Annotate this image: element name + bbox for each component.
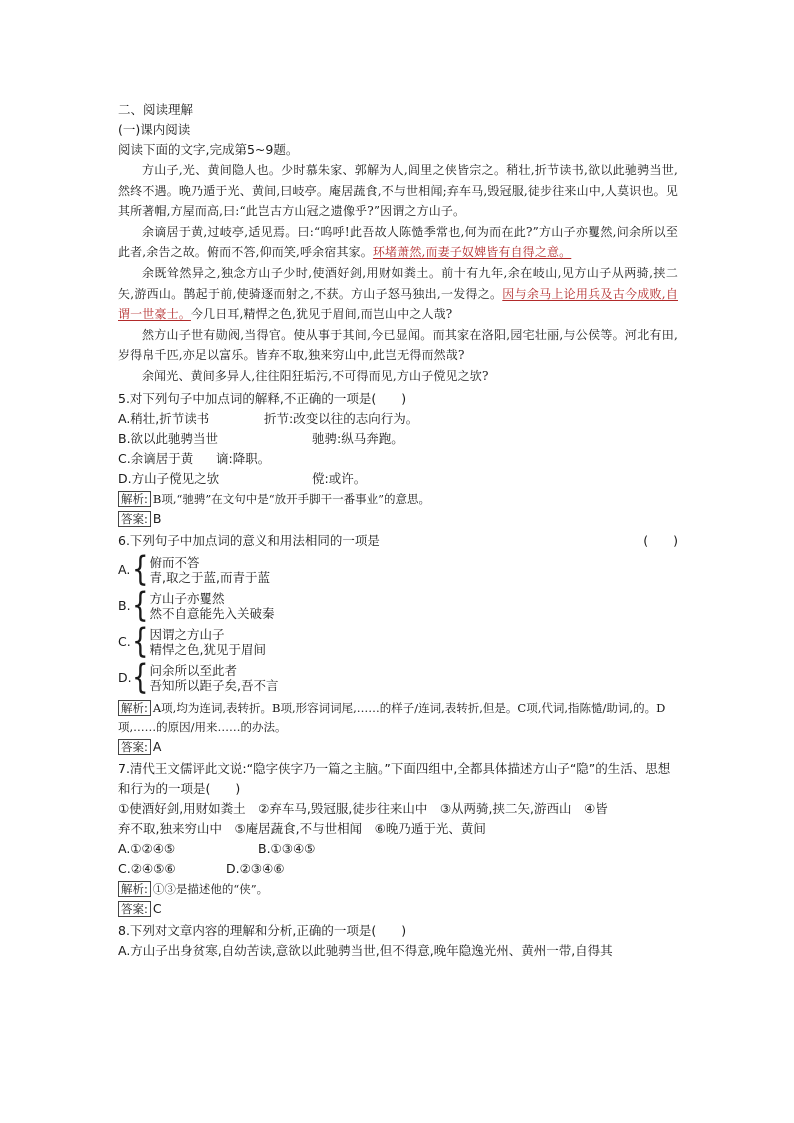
answer-tag: 答案:	[118, 901, 151, 917]
q5-analysis	[118, 489, 678, 509]
q7-items-line-1: ①使酒好剑,用财如粪土 ②弃车马,毁冠服,徒步往来山中 ③从两骑,挟二矢,游西山 ④皆	[118, 800, 608, 816]
passage-paragraph-4: 然方山子世有勋阀,当得官。使从事于其间,今已显闻。而其家在洛阳,园宅壮丽,与公侯等。河北有田,岁得帛千匹,亦足以富乐。皆弃不取,独来穷山中,此岂无得而然哉?	[118, 327, 678, 363]
q6-option-a	[118, 550, 678, 590]
q6-option-d-label: D.	[118, 670, 132, 686]
q7-option-c: C.②④⑤⑥	[118, 860, 176, 876]
brace-icon: {	[132, 586, 149, 626]
passage-p3-tail: 今几日耳,精悍之色,犹见于眉间,而岂山中之人哉?	[190, 307, 453, 322]
highlighted-sentence-1: 环堵萧然,而妻子奴婢皆有自得之意。	[372, 245, 572, 260]
q5-option-a-note: 折节:改变以往的志向行为。	[264, 410, 419, 426]
q5-option-d	[118, 469, 678, 489]
q5-option-a	[118, 409, 678, 429]
q5-answer	[118, 509, 678, 529]
q5-option-c-note: 谪:降职。	[216, 450, 271, 466]
q5-analysis-text: B项,“驰骋”在文句中是“放开手脚干一番事业”的意思。	[152, 491, 430, 506]
q6-option-d-line2: 吾知所以距子矣,吾不言	[149, 677, 279, 693]
passage-paragraph-3	[118, 263, 678, 325]
question-8-stem: 8.下列对文章内容的理解和分析,正确的一项是( )	[118, 922, 407, 938]
q5-option-d-note: 傥:或许。	[312, 470, 367, 486]
q6-option-b-line2: 然不自意能先入关破秦	[149, 605, 275, 621]
q5-option-c	[118, 449, 678, 469]
q6-option-d-line1: 问余所以至此者	[149, 662, 238, 678]
q6-analysis	[118, 699, 678, 737]
q6-bracket: ( )	[643, 532, 678, 548]
q5-option-a-text: A.稍壮,折节读书	[118, 410, 210, 426]
q7-items-line-2: 弃不取,独来穷山中 ⑤庵居蔬食,不与世相闻 ⑥晚乃遁于光、黄间	[118, 820, 486, 836]
q7-analysis-text: ①③是描述他的“侠”。	[152, 881, 269, 896]
section-title: 二、阅读理解	[118, 102, 194, 117]
q7-analysis	[118, 879, 678, 899]
passage-p2-text: 余谪居于黄,过岐亭,适见焉。曰:“呜呼!此吾故人陈慥季常也,何为而在此?”方山子亦矍然,问余所以至此者,余告之故。俯而不答,仰而笑,呼余宿其家。	[118, 224, 678, 260]
passage	[118, 160, 678, 387]
q7-option-b: B.①③④⑤	[258, 840, 316, 856]
q6-option-c-line1: 因谓之方山子	[149, 626, 225, 642]
subsection-title: (一)课内阅读	[118, 122, 191, 137]
q6-option-a-line2: 青,取之于蓝,而青于蓝	[149, 569, 270, 585]
analysis-tag: 解析:	[118, 700, 151, 716]
highlighted-sentence-2: 因与余马上论用兵及古今成败,自谓一世豪士。	[118, 286, 678, 322]
q6-option-a-label: A.	[118, 562, 131, 578]
q8-option-a: A.方山子出身贫寒,自幼苦读,意欲以此驰骋当世,但不得意,晚年隐逸光州、黄州一带,自得其	[118, 942, 613, 958]
q7-answer-value: C	[152, 900, 162, 916]
q5-option-c-text: C.余谪居于黄	[118, 450, 194, 466]
q6-option-b-label: B.	[118, 598, 131, 614]
passage-p3-text: 余既耸然异之,独念方山子少时,使酒好剑,用财如粪土。前十有九年,余在岐山,见方山子从两骑,挟二矢,游西山。鹊起于前,使骑逐而射之,不获。方山子怒马独出,一发得之。	[118, 265, 678, 301]
answer-tag: 答案:	[118, 739, 151, 755]
q5-option-b-text: B.欲以此驰骋当世	[118, 430, 219, 446]
question-6-stem	[118, 531, 678, 551]
brace-icon: {	[132, 622, 149, 662]
q6-stem-text: 6.下列句子中加点词的意义和用法相同的一项是	[118, 532, 380, 548]
q6-answer	[118, 737, 678, 757]
instruction: 阅读下面的文字,完成第5~9题。	[118, 142, 299, 157]
brace-icon: {	[132, 658, 149, 698]
q6-answer-value: A	[152, 738, 162, 754]
q5-option-d-text: D.方山子傥见之欤	[118, 470, 220, 486]
q6-option-c-label: C.	[118, 634, 131, 650]
passage-paragraph-2	[118, 222, 678, 263]
q6-option-b	[118, 586, 678, 626]
q5-option-b-note: 驰骋:纵马奔跑。	[312, 430, 404, 446]
question-5-stem: 5.对下列句子中加点词的解释,不正确的一项是( )	[118, 390, 407, 406]
q6-option-b-line1: 方山子亦矍然	[149, 590, 225, 606]
q7-options-row-2	[118, 859, 678, 879]
q5-option-b	[118, 429, 678, 449]
passage-paragraph-5: 余闻光、黄间多异人,往往阳狂垢污,不可得而见,方山子傥见之欤?	[142, 368, 489, 383]
q7-answer	[118, 899, 678, 919]
analysis-tag: 解析:	[118, 881, 151, 897]
q6-option-d	[118, 658, 678, 698]
question-7-stem: 7.清代王文儒评此文说:“隐字侠字乃一篇之主脑。”下面四组中,全都具体描述方山子“隐”的生活、思想和行为的一项是( )	[118, 760, 671, 796]
page	[118, 100, 678, 961]
q6-option-c	[118, 622, 678, 662]
q6-analysis-text: A项,均为连词,表转折。B项,形容词词尾,……的样子/连词,表转折,但是。C项,代词,指陈慥/助词,的。D项,……的原因/用来……的办法。	[118, 700, 666, 734]
q7-options-row-1	[118, 839, 678, 859]
q5-answer-value: B	[152, 510, 162, 526]
q6-option-a-line1: 俯而不答	[149, 554, 200, 570]
analysis-tag: 解析:	[118, 491, 151, 507]
brace-icon: {	[132, 550, 149, 590]
q6-option-c-line2: 精悍之色,犹见于眉间	[149, 641, 267, 657]
q7-option-d: D.②③④⑥	[226, 860, 285, 876]
passage-paragraph-1: 方山子,光、黄间隐人也。少时慕朱家、郭解为人,闾里之侠皆宗之。稍壮,折节读书,欲以此驰骋当世,然终不遇。晚乃遁于光、黄间,曰岐亭。庵居蔬食,不与世相闻;弃车马,毁冠服,徒步往来山中,人莫识也。见其所著帽,方屋而高,曰:“此岂古方山冠之遗像乎?”因谓之方山子。	[118, 163, 678, 219]
q7-option-a: A.①②④⑤	[118, 840, 176, 856]
answer-tag: 答案:	[118, 511, 151, 527]
